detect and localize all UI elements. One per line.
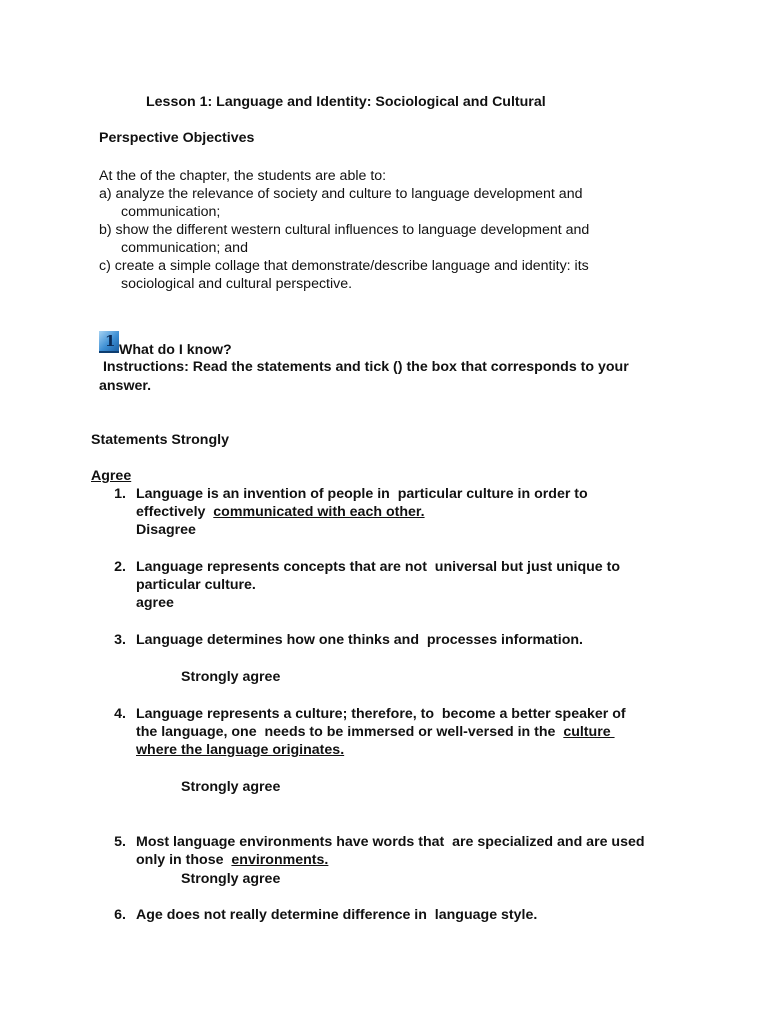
item-underlined-text: culture <box>563 724 615 740</box>
item-number: 2. <box>114 559 126 575</box>
item-underlined-text: environments. <box>231 852 329 868</box>
item-number: 5. <box>114 834 126 850</box>
item-answer: Disagree <box>136 522 196 538</box>
item-answer: agree <box>136 595 174 611</box>
item-number: 3. <box>114 632 126 648</box>
objective-a: a) analyze the relevance of society and culture to language development and <box>99 186 583 202</box>
item-statement-cont <box>136 851 328 869</box>
icon-glyph: 1 <box>105 332 116 350</box>
item-statement-cont-2: where the language originates. <box>136 742 345 758</box>
item-statement: Most language environments have words that are specialized and are used <box>136 834 645 850</box>
item-underlined-text: communicated with each other. <box>213 504 425 520</box>
activity-instructions-cont: answer. <box>99 378 152 394</box>
item-statement: Language is an invention of people in particular culture in order to <box>136 486 588 502</box>
objective-c: c) create a simple collage that demonstrate/describe language and identity: its <box>99 258 589 274</box>
lesson-title: Lesson 1: Language and Identity: Sociological and Cultural <box>146 94 546 110</box>
item-answer: Strongly agree <box>181 779 281 795</box>
agree-header: Agree <box>91 468 132 484</box>
statements-header: Statements Strongly <box>91 432 229 448</box>
item-statement: Language determines how one thinks and processes information. <box>136 632 583 648</box>
item-statement: Language represents concepts that are not universal but just unique to <box>136 559 621 575</box>
objectives-heading: Perspective Objectives <box>99 130 255 146</box>
item-text: effectively <box>136 504 214 520</box>
activity-heading: What do I know? <box>119 342 232 358</box>
item-statement-cont <box>136 723 615 741</box>
item-text: the language, one needs to be immersed or well-versed in the <box>136 724 564 740</box>
item-statement-cont <box>136 503 425 521</box>
objectives-intro: At the of the chapter, the students are able to: <box>99 168 387 184</box>
objective-b: b) show the different western cultural influences to language development and <box>99 222 590 238</box>
objective-b-cont: communication; and <box>121 240 248 256</box>
item-statement: Age does not really determine difference in language style. <box>136 907 538 923</box>
objective-a-cont: communication; <box>121 204 221 220</box>
item-answer: Strongly agree <box>181 669 281 685</box>
item-number: 6. <box>114 907 126 923</box>
item-number: 1. <box>114 486 126 502</box>
activity-instructions: Instructions: Read the statements and tick () the box that corresponds to your <box>99 359 629 375</box>
number-one-icon <box>99 331 119 353</box>
item-statement-cont: particular culture. <box>136 577 256 593</box>
item-answer: Strongly agree <box>181 871 281 887</box>
item-number: 4. <box>114 706 126 722</box>
item-text: only in those <box>136 852 232 868</box>
item-statement: Language represents a culture; therefore, to become a better speaker of <box>136 706 626 722</box>
objective-c-cont: sociological and cultural perspective. <box>121 276 353 292</box>
